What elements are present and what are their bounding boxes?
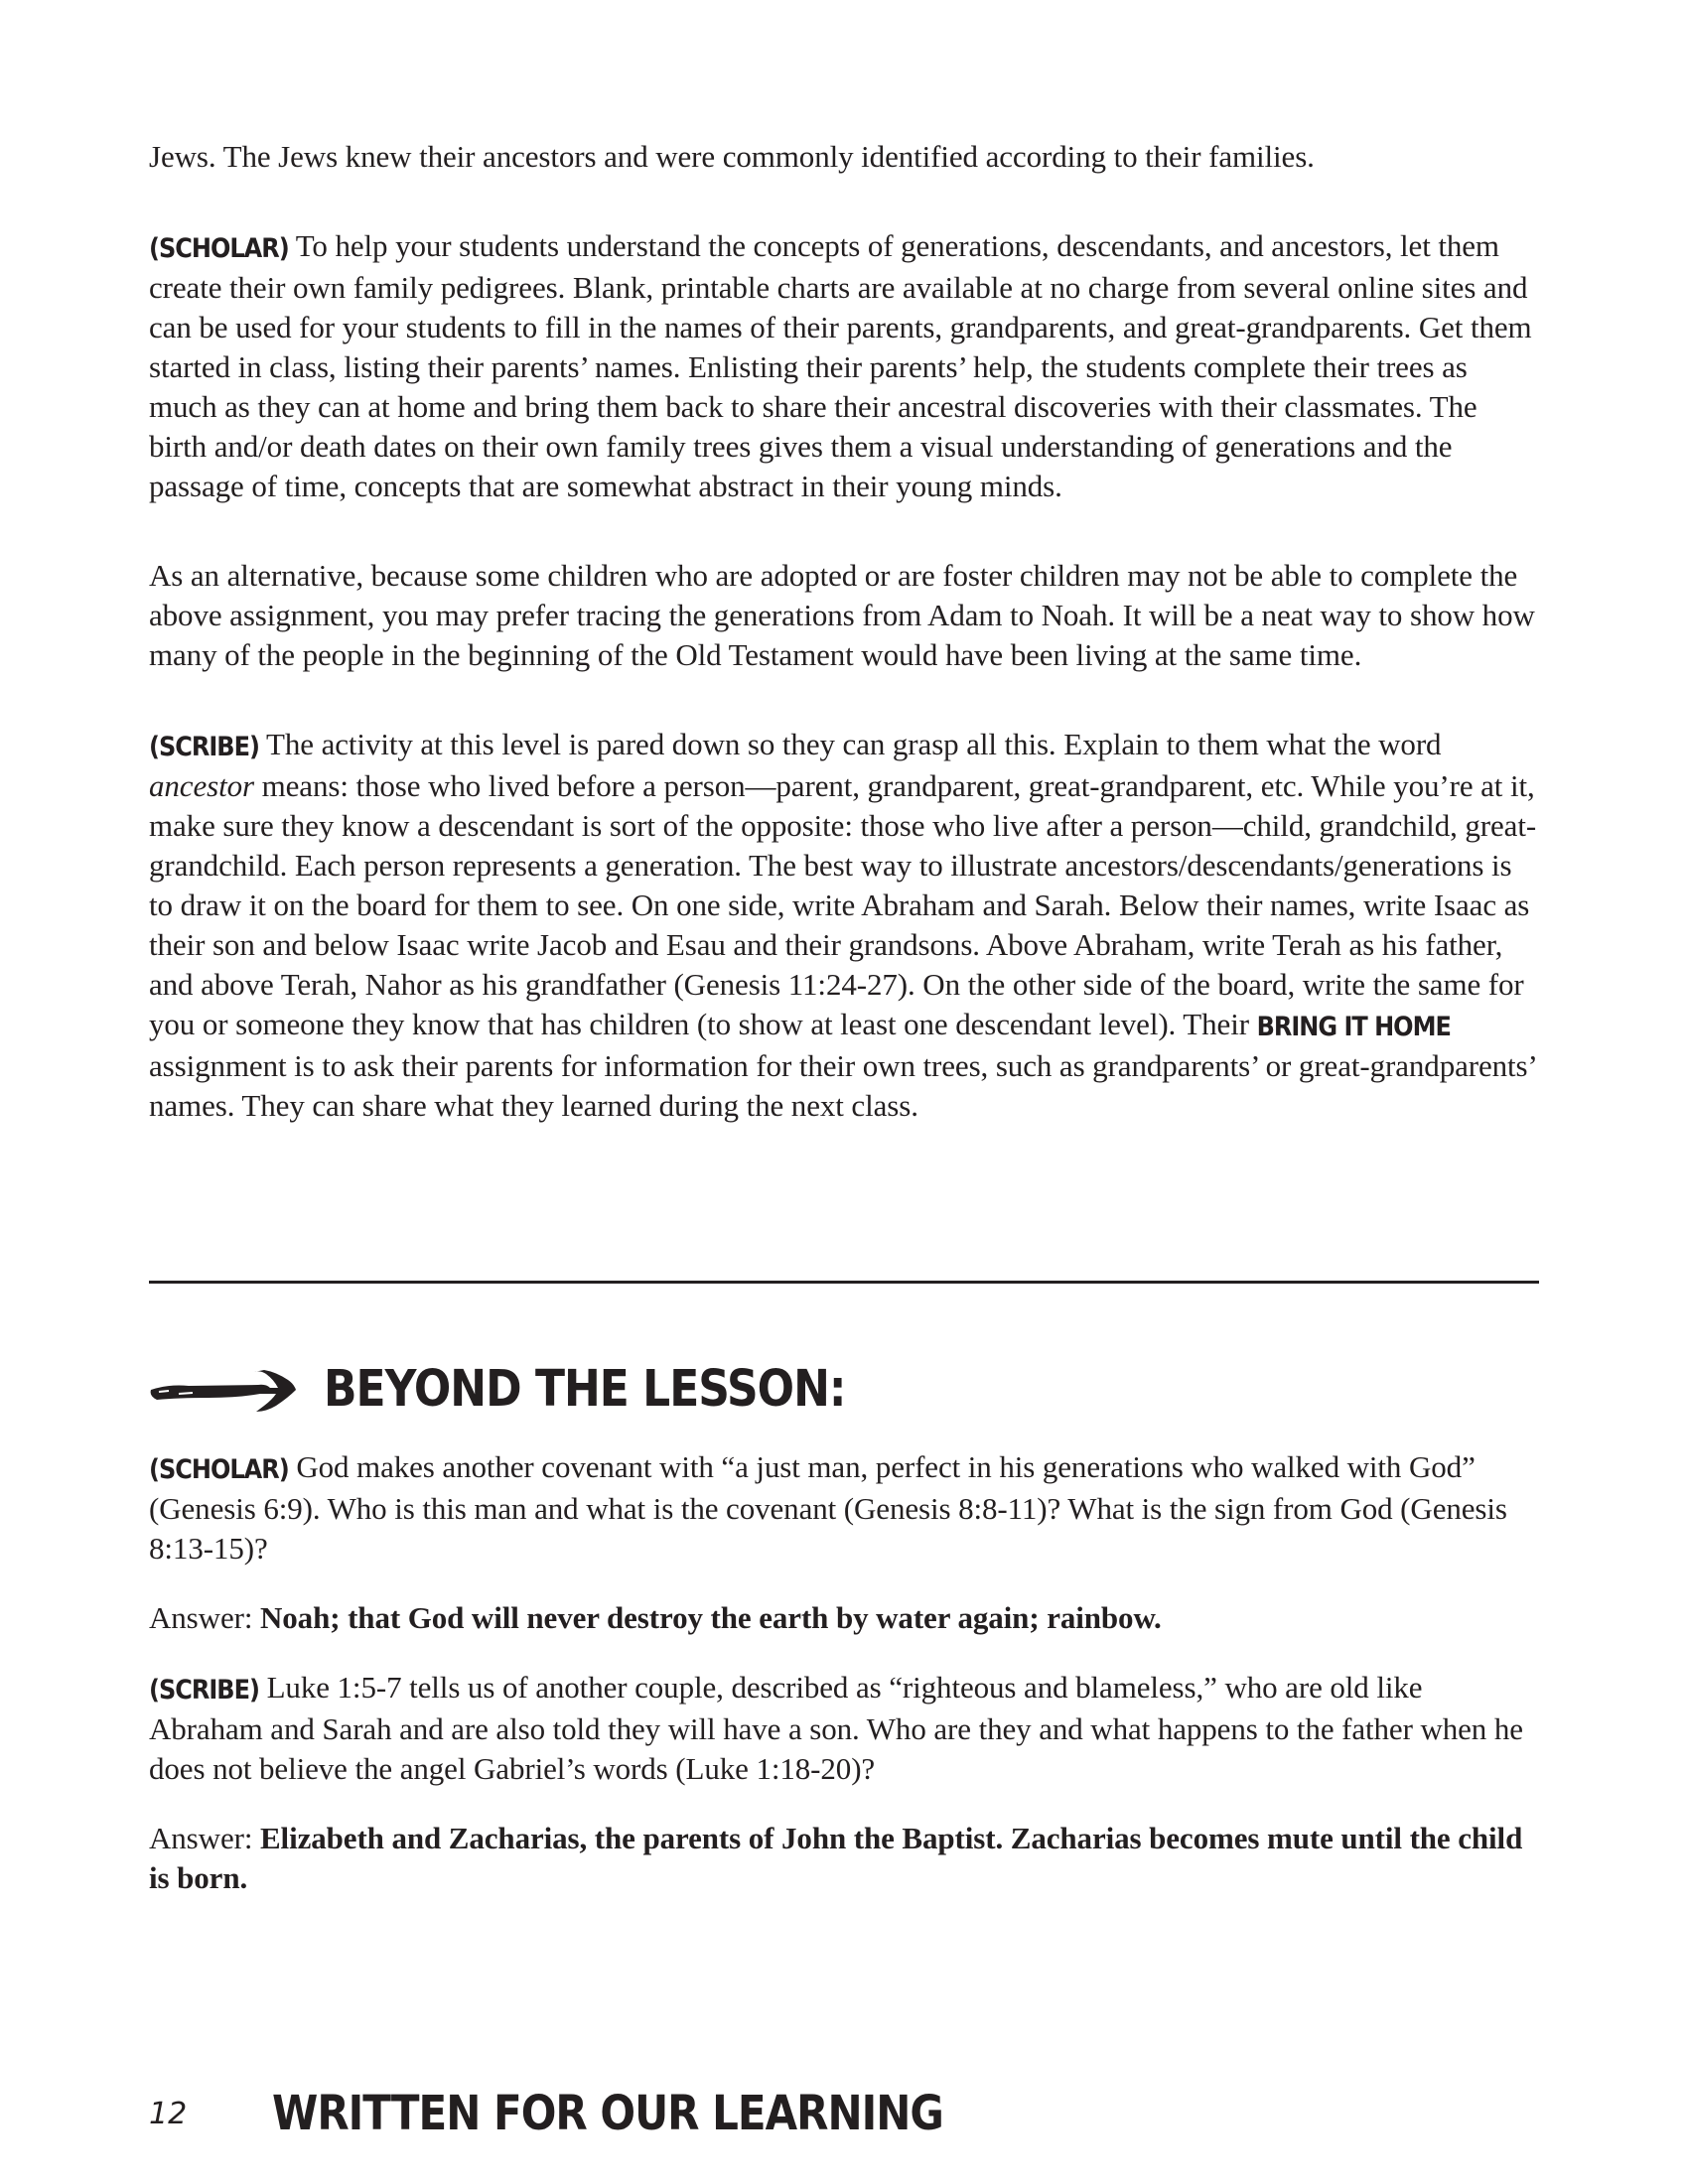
paragraph-scholar: (SCHOLAR) To help your students understand the concepts of generations, descendants, and ancestors, let them create their own family pedigrees. Blank, printable charts are available at no charge from several online sites and can be used for your students to fill in the names of their parents, grandparents, and great-grandparents. Get them started in class, listing their parents’ names. Enlisting their parents’ help, the students complete their trees as much as they can at home and bring them back to share their ancestral discoveries with their classmates. The birth and/or death dates on their own family trees gives them a visual understanding of generations and the passage of time, concepts that are somewhat abstract in their young minds. bbox=[149, 226, 1539, 506]
paragraph-scribe: (SCRIBE) The activity at this level is pared down so they can grasp all this. Explain to them what the word ancestor means: those who lived before a person—parent, grandparent, great-grandparent, etc. While you’re at it, make sure they know a descendant is sort of the opposite: those who live after a person—child, grandchild, great-grandchild. Each person represents a generation. The best way to illustrate ancestors/descendants/generations is to draw it on the board for them to see. On one side, write Abraham and Sarah. Below their names, write Isaac as their son and below Isaac write Jacob and Esau and their grandsons. Above Abraham, write Terah as his father, and above Terah, Nahor as his grandfather (Genesis 11:24-27). On the other side of the board, write the same for you or someone they know that has children (to show at least one descendant level). Their BRING IT HOME assignment is to ask their parents for information for their own trees, such as grandparents’ or great-grandparents’ names. They can share what they learned during the next class. bbox=[149, 725, 1539, 1126]
answer-scribe: Answer: Elizabeth and Zacharias, the parents of John the Baptist. Zacharias becomes mute until the child is born. bbox=[149, 1821, 1523, 1895]
question-scholar: (SCHOLAR) God makes another covenant with “a just man, perfect in his generations who walked with God” (Genesis 6:9). Who is this man and what is the covenant (Genesis 8:8-11)? What is the sign from God (Genesis 8:13-15)? bbox=[149, 1447, 1539, 1569]
beyond-title: BEYOND THE LESSON: bbox=[324, 1360, 846, 1419]
paragraph-intro: Jews. The Jews knew their ancestors and were commonly identified according to their families. bbox=[149, 139, 1315, 174]
brush-arrow-icon bbox=[149, 1348, 298, 1428]
beyond-content bbox=[149, 1447, 1539, 1898]
paragraph-alternative: As an alternative, because some children who are adopted or are foster children may not be able to complete the above assignment, you may prefer tracing the generations from Adam to Noah. It will be a neat way to show how many of the people in the beginning of the Old Testament would have been living at the same time. bbox=[149, 558, 1535, 672]
scribe-tag: (SCRIBE) bbox=[149, 731, 259, 762]
page-number: 12 bbox=[149, 2097, 188, 2131]
scholar-tag: (SCHOLAR) bbox=[149, 232, 289, 264]
scribe-tag: (SCRIBE) bbox=[149, 1674, 259, 1706]
bring-it-home-tag: BRING IT HOME bbox=[1256, 1011, 1451, 1042]
section-divider bbox=[149, 1281, 1539, 1284]
main-body bbox=[149, 137, 1539, 1126]
question-scribe: (SCRIBE) Luke 1:5-7 tells us of another couple, described as “righteous and blameless,” who are old like Abraham and Sarah and are also told they will have a son. Who are they and what happens to the father when he does not believe the angel Gabriel’s words (Luke 1:18-20)? bbox=[149, 1668, 1539, 1789]
answer-scholar: Answer: Noah; that God will never destroy the earth by water again; rainbow. bbox=[149, 1600, 1162, 1635]
scholar-tag: (SCHOLAR) bbox=[149, 1453, 289, 1485]
page-footer bbox=[149, 2085, 1539, 2144]
beyond-heading bbox=[149, 1348, 1539, 1428]
footer-title: WRITTEN FOR OUR LEARNING bbox=[272, 2085, 943, 2141]
